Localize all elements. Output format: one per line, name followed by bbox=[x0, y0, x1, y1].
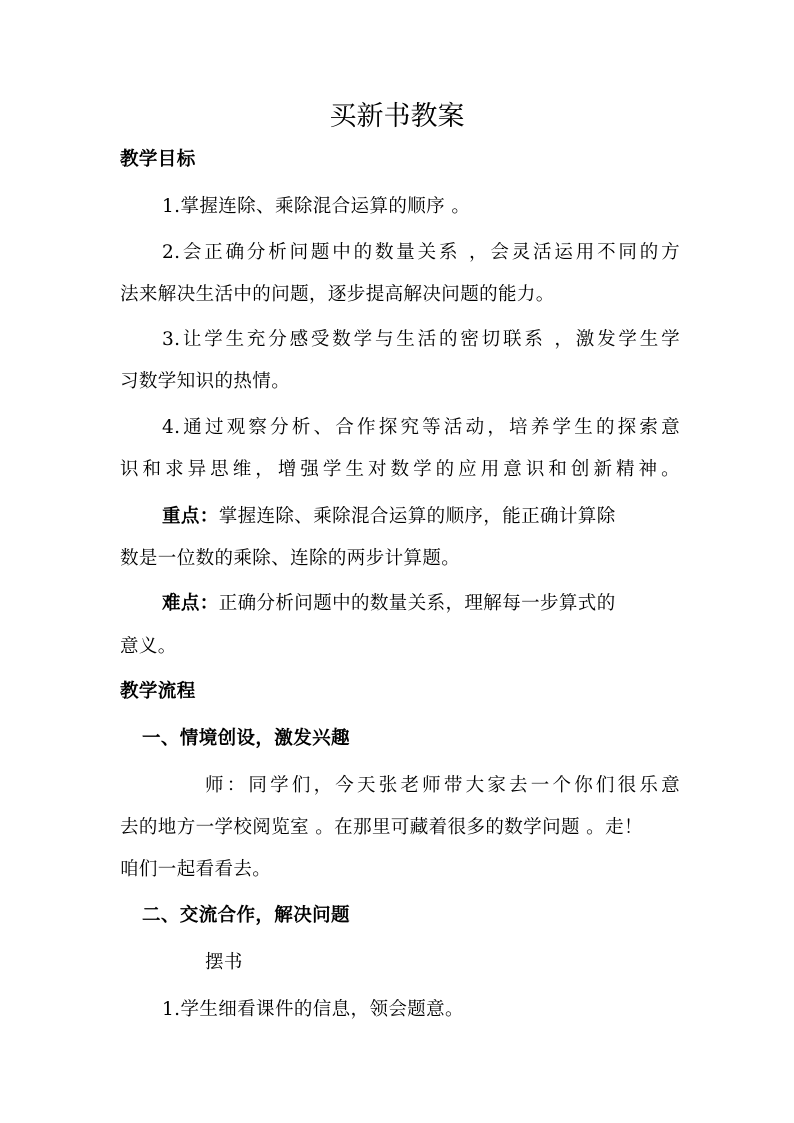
goal-3-line-2: 习数学知识的热情。 bbox=[120, 371, 291, 392]
section-1-heading: 一、情境创设，激发兴趣 bbox=[142, 728, 350, 749]
goal-2-line-1: 2.会正确分析问题中的数量关系 ，会灵活运用不同的方 bbox=[162, 242, 680, 263]
difficulty-text: 正确分析问题中的数量关系，理解每一步算式的 bbox=[218, 593, 616, 614]
difficulty-line-2: 意义。 bbox=[120, 636, 177, 657]
paragraph-1-line-1: 师：同学们，今天张老师带大家去一个你们很乐意 bbox=[205, 775, 680, 796]
goal-4-line-2: 识和求异思维，增强学生对数学的应用意识和创新精神。 bbox=[120, 459, 680, 480]
paragraph-1-line-3: 咱们一起看看去。 bbox=[120, 859, 272, 880]
difficulty-label: 难点： bbox=[162, 593, 219, 614]
paragraph-1-line-2: 去的地方一学校阅览室 。在那里可藏着很多的数学问题 。走！ bbox=[120, 817, 643, 838]
document-title: 买新书教案 bbox=[329, 101, 465, 132]
heading-teaching-goals: 教学目标 bbox=[120, 149, 196, 170]
section-2-heading: 二、交流合作，解决问题 bbox=[142, 905, 350, 926]
step-1: 1.学生细看课件的信息，领会题意。 bbox=[162, 999, 464, 1020]
goal-4-line-1: 4.通过观察分析、合作探究等活动，培养学生的探索意 bbox=[162, 417, 680, 438]
key-point-text: 掌握连除、乘除混合运算的顺序，能正确计算除 bbox=[218, 506, 616, 527]
goal-3-line-1: 3.让学生充分感受数学与生活的密切联系 ，激发学生学 bbox=[162, 329, 680, 350]
key-point-line-1 bbox=[162, 502, 680, 532]
goal-2-line-2: 法来解决生活中的问题，逐步提高解决问题的能力。 bbox=[120, 284, 555, 305]
key-point-label: 重点： bbox=[162, 506, 219, 527]
key-point-line-2: 数是一位数的乘除、连除的两步计算题。 bbox=[120, 548, 461, 569]
difficulty-line-1 bbox=[162, 589, 680, 619]
subsection-baishu: 摆书 bbox=[205, 952, 243, 973]
goal-1: 1.掌握连除、乘除混合运算的顺序 。 bbox=[162, 196, 471, 217]
heading-teaching-process: 教学流程 bbox=[120, 681, 196, 702]
